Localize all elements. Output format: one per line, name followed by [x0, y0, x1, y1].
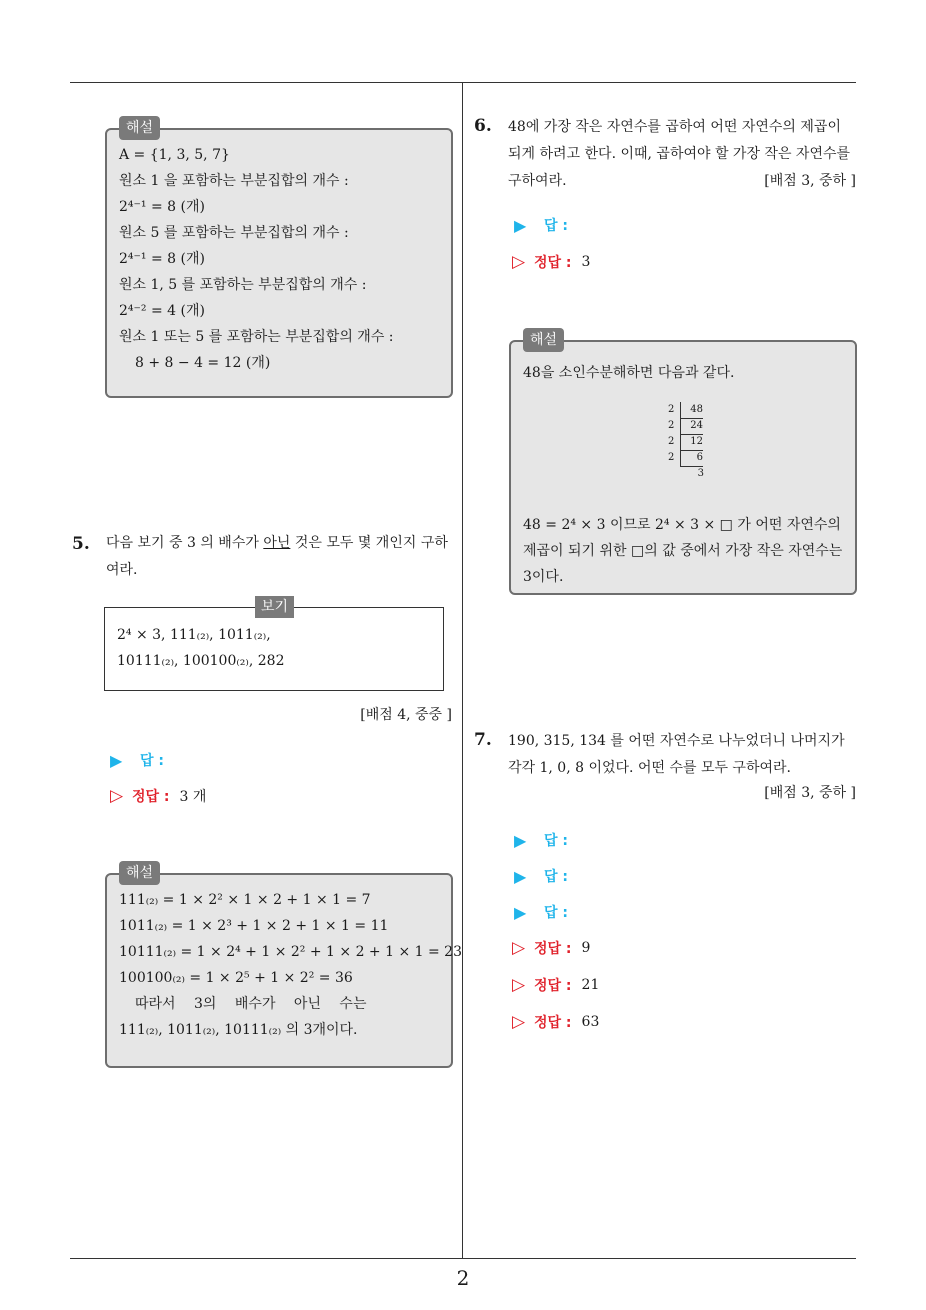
correct-answer-row: [110, 786, 206, 806]
solution-box-q4: [105, 120, 453, 398]
question-text-part: 다음 보기 중 3 의 배수가: [106, 535, 264, 551]
outline-triangle-icon: ▷: [512, 252, 526, 272]
bottom-rule: [70, 1258, 856, 1259]
answer-label: 답 :: [140, 753, 164, 769]
correct-answer-row: [512, 252, 590, 272]
correct-value: 3: [581, 254, 591, 270]
question-number-7: 7.: [474, 730, 492, 750]
solution-line: 111₍₂₎, 1011₍₂₎, 10111₍₂₎ 의 3개이다.: [119, 1022, 358, 1038]
question-text-underlined: 아닌: [263, 535, 291, 551]
solution-line: A = {1, 3, 5, 7}: [119, 147, 230, 163]
outline-triangle-icon: ▷: [110, 786, 124, 806]
play-triangle-icon: ▶: [110, 750, 123, 770]
solution-line: 8 + 8 − 4 = 12 (개): [135, 355, 271, 371]
solution-conclusion: 48 = 2⁴ × 3 이므로 2⁴ × 3 × □ 가 어떤 자연수의 제곱이 되기 위한 □의 값 중에서 가장 작은 자연수는 3이다.: [523, 517, 843, 585]
solution-box-q5: [105, 865, 462, 1068]
prime-factor-division: [668, 402, 704, 482]
column-divider: [462, 82, 463, 1258]
correct-value: 21: [581, 977, 600, 993]
division-row: 2 12: [668, 434, 704, 450]
solution-line: 원소 1, 5 를 포함하는 부분집합의 개수 :: [119, 277, 367, 293]
answer-row[interactable]: [514, 215, 568, 235]
top-rule: [70, 82, 856, 83]
outline-triangle-icon: ▷: [512, 938, 526, 958]
solution-line: 1011₍₂₎ = 1 × 2³ + 1 × 2 + 1 × 1 = 11: [119, 918, 389, 934]
correct-value: 3 개: [179, 789, 207, 805]
question-text-7: 190, 315, 134 를 어떤 자연수로 나누었더니 나머지가 각각 1, 0, 8 이었다. 어떤 수를 모두 구하여라.: [508, 733, 845, 776]
question-text-5: [106, 530, 456, 584]
question-text-6: 48에 가장 작은 자연수를 곱하여 어떤 자연수의 제곱이 되게 하려고 한다. 이때, 곱하여야 할 가장 작은 자연수를 구하여라.: [508, 119, 851, 189]
answer-label: 답 :: [544, 905, 568, 921]
outline-triangle-icon: ▷: [512, 975, 526, 995]
score-meta-5: [배점 4, 중중 ]: [360, 707, 452, 723]
solution-line: 100100₍₂₎ = 1 × 2⁵ + 1 × 2² = 36: [119, 970, 353, 986]
answer-row[interactable]: [514, 866, 568, 886]
bogi-box: [104, 599, 444, 691]
correct-value: 63: [581, 1014, 600, 1030]
correct-label: 정답 :: [534, 255, 572, 271]
answer-row[interactable]: [110, 750, 164, 770]
score-meta-6: [배점 3, 중하 ]: [764, 173, 856, 189]
solution-line: 2⁴⁻¹ = 8 (개): [119, 251, 205, 267]
answer-row[interactable]: [514, 902, 568, 922]
solution-line: 원소 5 를 포함하는 부분집합의 개수 :: [119, 225, 349, 241]
solution-tag: 해설: [119, 861, 160, 885]
answer-label: 답 :: [544, 833, 568, 849]
page-number: 2: [456, 1266, 470, 1290]
solution-line: 원소 1 또는 5 를 포함하는 부분집합의 개수 :: [119, 329, 394, 345]
correct-label: 정답 :: [534, 1015, 572, 1031]
outline-triangle-icon: ▷: [512, 1012, 526, 1032]
correct-label: 정답 :: [534, 978, 572, 994]
division-row: 2 24: [668, 418, 704, 434]
play-triangle-icon: ▶: [514, 866, 527, 886]
answer-label: 답 :: [544, 218, 568, 234]
correct-answer-row: [512, 975, 599, 995]
solution-line: 10111₍₂₎ = 1 × 2⁴ + 1 × 2² + 1 × 2 + 1 × 1 = 23: [119, 944, 462, 960]
solution-line: 2⁴⁻² = 4 (개): [119, 303, 205, 319]
bogi-line: 2⁴ × 3, 111₍₂₎, 1011₍₂₎,: [117, 627, 271, 643]
solution-line: 원소 1 을 포함하는 부분집합의 개수 :: [119, 173, 349, 189]
solution-tag: 해설: [523, 328, 564, 352]
solution-intro: 48을 소인수분해하면 다음과 같다.: [523, 365, 735, 381]
score-meta-7: [배점 3, 중하 ]: [764, 785, 856, 801]
solution-line: 따라서 3의 배수가 아닌 수는: [135, 996, 367, 1012]
answer-label: 답 :: [544, 869, 568, 885]
question-text-part: 것은 모두 몇 개인지 구하여라.: [106, 535, 448, 578]
division-row: 3: [697, 468, 704, 479]
correct-answer-row: [512, 1012, 599, 1032]
correct-label: 정답 :: [132, 789, 170, 805]
bogi-tag: 보기: [255, 596, 294, 618]
answer-row[interactable]: [514, 830, 568, 850]
play-triangle-icon: ▶: [514, 902, 527, 922]
correct-answer-row: [512, 938, 590, 958]
solution-line: 2⁴⁻¹ = 8 (개): [119, 199, 205, 215]
bogi-line: 10111₍₂₎, 100100₍₂₎, 282: [117, 653, 285, 669]
division-row: 2 6: [668, 450, 704, 466]
solution-line: 111₍₂₎ = 1 × 2² × 1 × 2 + 1 × 1 = 7: [119, 892, 371, 908]
correct-value: 9: [581, 940, 591, 956]
play-triangle-icon: ▶: [514, 215, 527, 235]
play-triangle-icon: ▶: [514, 830, 527, 850]
solution-tag: 해설: [119, 116, 160, 140]
correct-label: 정답 :: [534, 941, 572, 957]
division-row: 2 48: [668, 402, 704, 418]
question-number-5: 5.: [72, 534, 90, 554]
question-number-6: 6.: [474, 116, 492, 136]
